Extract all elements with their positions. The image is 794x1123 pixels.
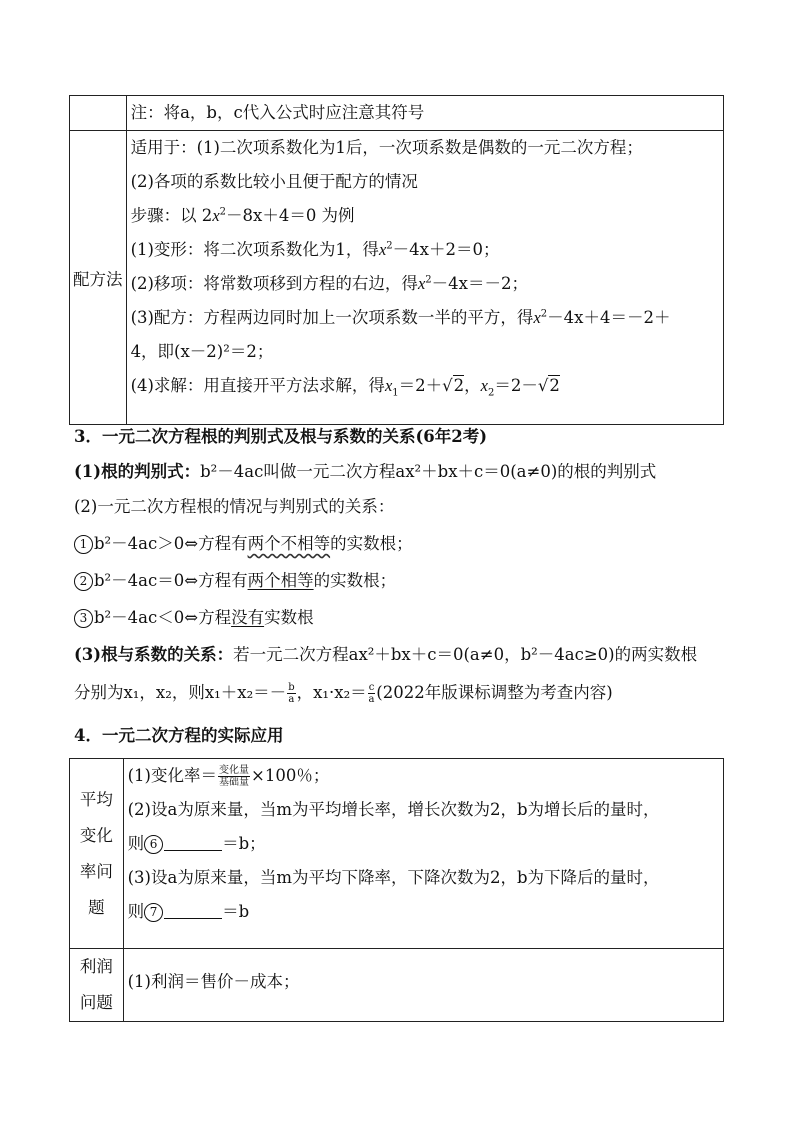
method-content	[126, 131, 723, 425]
steps-line: 步骤：以 $2x^2-8x+4=0$ 为例	[130, 206, 355, 225]
condition-line: (2)各项的系数比较小且便于配方的情况	[130, 172, 418, 191]
table-row	[70, 949, 724, 1022]
step-complete-line-2: 4，即(x－2)²＝2；	[130, 342, 274, 361]
vieta-paragraph: (3)根与系数的关系：若一元二次方程ax²＋bx＋c＝0(a≠0，b²－4ac≥0)的两实数根	[74, 645, 698, 664]
application-table	[69, 758, 724, 1022]
vieta-formula: 分别为x₁，x₂，则x₁＋x₂＝－ $\frac{b}{a}$ ，x₁·x₂＝ $\frac{c}{a}$ (2022年版课标调整为考查内容)	[74, 682, 613, 705]
change-rate-line: (1)变化率＝ $\frac{\text{变化量}}{\text{基础量}}$ ×100％；	[127, 765, 330, 788]
section3-heading: 3．一元二次方程根的判别式及根与系数的关系(6年2考)	[74, 427, 488, 446]
answer-blank[interactable]	[164, 902, 222, 919]
circle-number: 1	[74, 535, 93, 554]
method-label: 配方法	[70, 131, 127, 425]
step-transform-line: (1)变形：将二次项系数化为1，得$x^2-4x+2=0$；	[130, 240, 500, 259]
circle-number: 7	[144, 903, 163, 922]
table-row	[70, 131, 724, 425]
avg-rate-content	[123, 759, 723, 949]
profit-label: 利润 问题	[70, 949, 124, 1022]
fraction: $\frac{c}{a}$	[368, 682, 375, 705]
method-table	[69, 95, 724, 425]
profit-line: (1)利润＝售价－成本；	[127, 972, 300, 991]
step-solve-line: (4)求解：用直接开平方法求解，得$x_1=2+√2$，$x_2=2-√2$	[130, 376, 560, 399]
circle-number: 6	[144, 835, 163, 854]
step-move-line: (2)移项：将常数项移到方程的右边，得$x^2-4x=-2$；	[130, 274, 528, 293]
fraction: $\frac{\text{变化量}}{\text{基础量}}$	[219, 765, 249, 788]
section4-heading: 4．一元二次方程的实际应用	[74, 726, 284, 745]
discriminant-paragraph: (1)根的判别式：b²－4ac叫做一元二次方程ax²＋bx＋c＝0(a≠0)的根的判别式	[74, 462, 657, 481]
note-cell	[126, 96, 723, 131]
growth-answer-line: 则 6 ＝b；	[127, 834, 266, 853]
circle-number: 2	[74, 572, 93, 591]
applies-line: 适用于：(1)二次项系数化为1后，一次项系数是偶数的一元二次方程；	[130, 138, 643, 157]
avg-rate-label: 平均 变化 率问 题	[70, 759, 124, 949]
step-complete-line: (3)配方：方程两边同时加上一次项系数一半的平方，得$x^2-4x+4=-2+$	[130, 308, 671, 327]
relation-paragraph: (2)一元二次方程根的情况与判别式的关系：	[74, 497, 395, 516]
case-no-root: 3 b²－4ac＜0⇔方程没有实数根	[74, 601, 314, 635]
profit-content	[123, 949, 723, 1022]
case-two-distinct: 1 b²－4ac＞0⇔方程有两个不相等的实数根；	[74, 527, 413, 561]
circle-number: 3	[74, 609, 93, 628]
case-two-equal: 2 b²－4ac＝0⇔方程有两个相等的实数根；	[74, 564, 396, 598]
decline-line: (3)设a为原来量，当m为平均下降率，下降次数为2，b为下降后的量时，	[127, 868, 660, 887]
growth-line: (2)设a为原来量，当m为平均增长率，增长次数为2，b为增长后的量时，	[127, 800, 660, 819]
fraction: $\frac{b}{a}$	[288, 682, 295, 705]
table-row	[70, 96, 724, 131]
table-row	[70, 759, 724, 949]
note-text: 注：将a，b，c代入公式时应注意其符号	[130, 103, 425, 122]
decline-answer-line: 则 7 ＝b	[127, 902, 250, 921]
answer-blank[interactable]	[164, 834, 222, 851]
